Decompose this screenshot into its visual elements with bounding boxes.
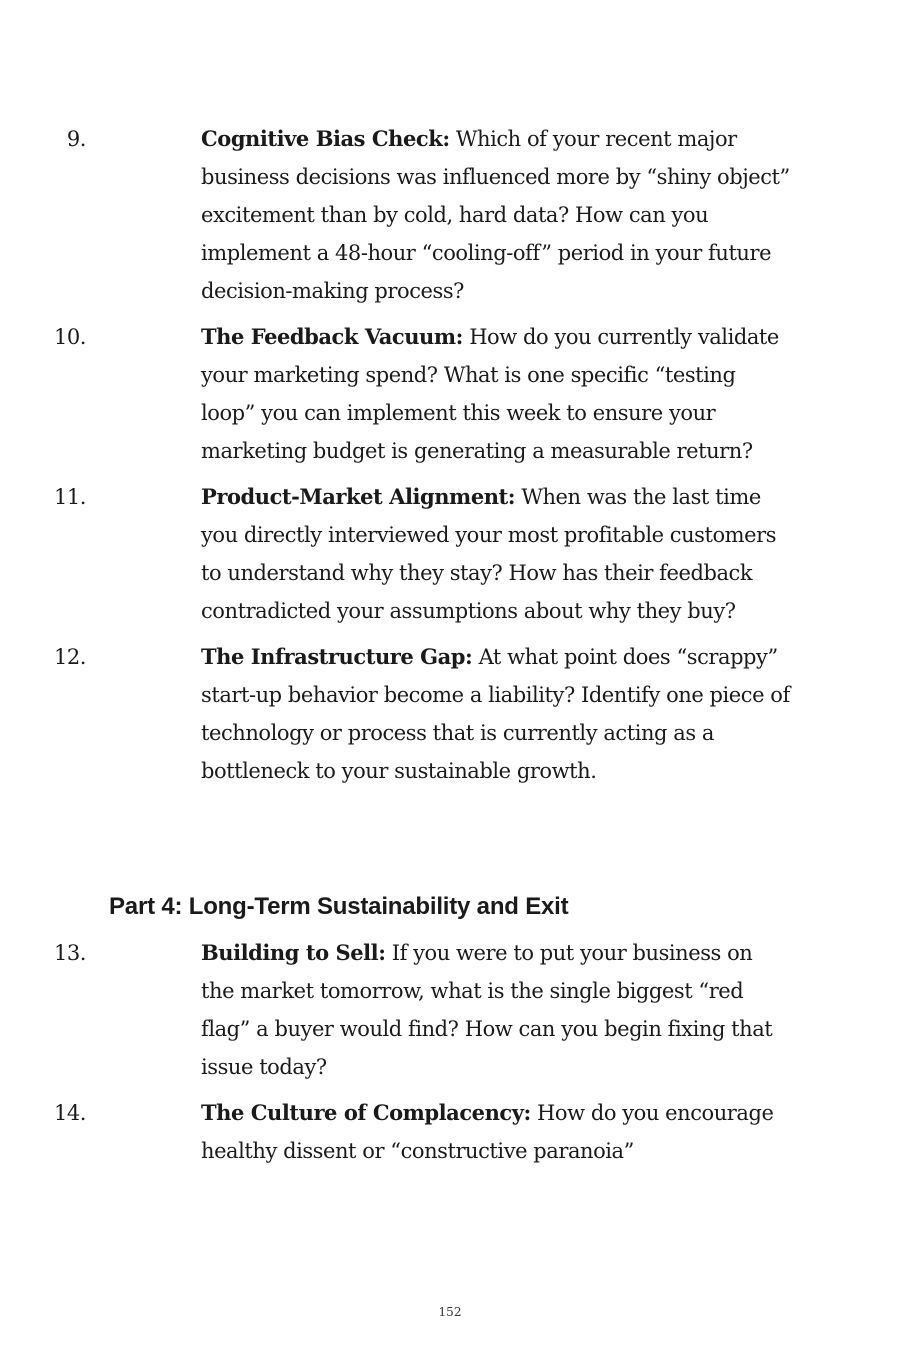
- question-list-part-4: [0, 934, 900, 1178]
- item-number: 14.: [53, 1101, 86, 1125]
- item-title: The Infrastructure Gap:: [201, 644, 473, 669]
- item-text: How do you encourage healthy dissent or “constructive paranoia”: [201, 1101, 774, 1163]
- item-title: Cognitive Bias Check:: [201, 126, 450, 151]
- list-item: [0, 478, 791, 630]
- item-text: When was the last time you directly interviewed your most profitable customers to understand why they stay? How has their feedback contradicted your assumptions about why they buy?: [201, 485, 777, 623]
- item-title: The Culture of Complacency:: [201, 1100, 531, 1125]
- item-title: Building to Sell:: [201, 940, 386, 965]
- list-item: [0, 638, 791, 790]
- list-item: [0, 120, 791, 310]
- section-heading: Part 4: Long-Term Sustainability and Exit: [109, 893, 569, 920]
- item-number: 12.: [53, 645, 86, 669]
- item-text: At what point does “scrappy” start-up behavior become a liability? Identify one piece of technology or process that is currently acting as a bottleneck to your sustainable growth.: [201, 645, 790, 783]
- page-number: 152: [438, 1305, 462, 1319]
- item-text: If you were to put your business on the market tomorrow, what is the single biggest “red flag” a buyer would find? How can you begin fixing that issue today?: [201, 941, 773, 1079]
- item-number: 11.: [53, 485, 86, 509]
- list-item: [0, 1094, 791, 1170]
- item-text: How do you currently validate your marketing spend? What is one specific “testing loop” you can implement this week to ensure your marketing budget is generating a measurable return?: [201, 325, 779, 463]
- item-title: Product-Market Alignment:: [201, 484, 516, 509]
- item-number: 9.: [66, 127, 86, 151]
- item-number: 13.: [53, 941, 86, 965]
- item-title: The Feedback Vacuum:: [201, 324, 463, 349]
- list-item: [0, 934, 791, 1086]
- list-item: [0, 318, 791, 470]
- item-number: 10.: [53, 325, 86, 349]
- item-text: Which of your recent major business decisions was influenced more by “shiny object” excitement than by cold, hard data? How can you implement a 48-hour “cooling-off” period in your future decision-making process?: [201, 127, 790, 303]
- question-list-part-3: [0, 120, 900, 798]
